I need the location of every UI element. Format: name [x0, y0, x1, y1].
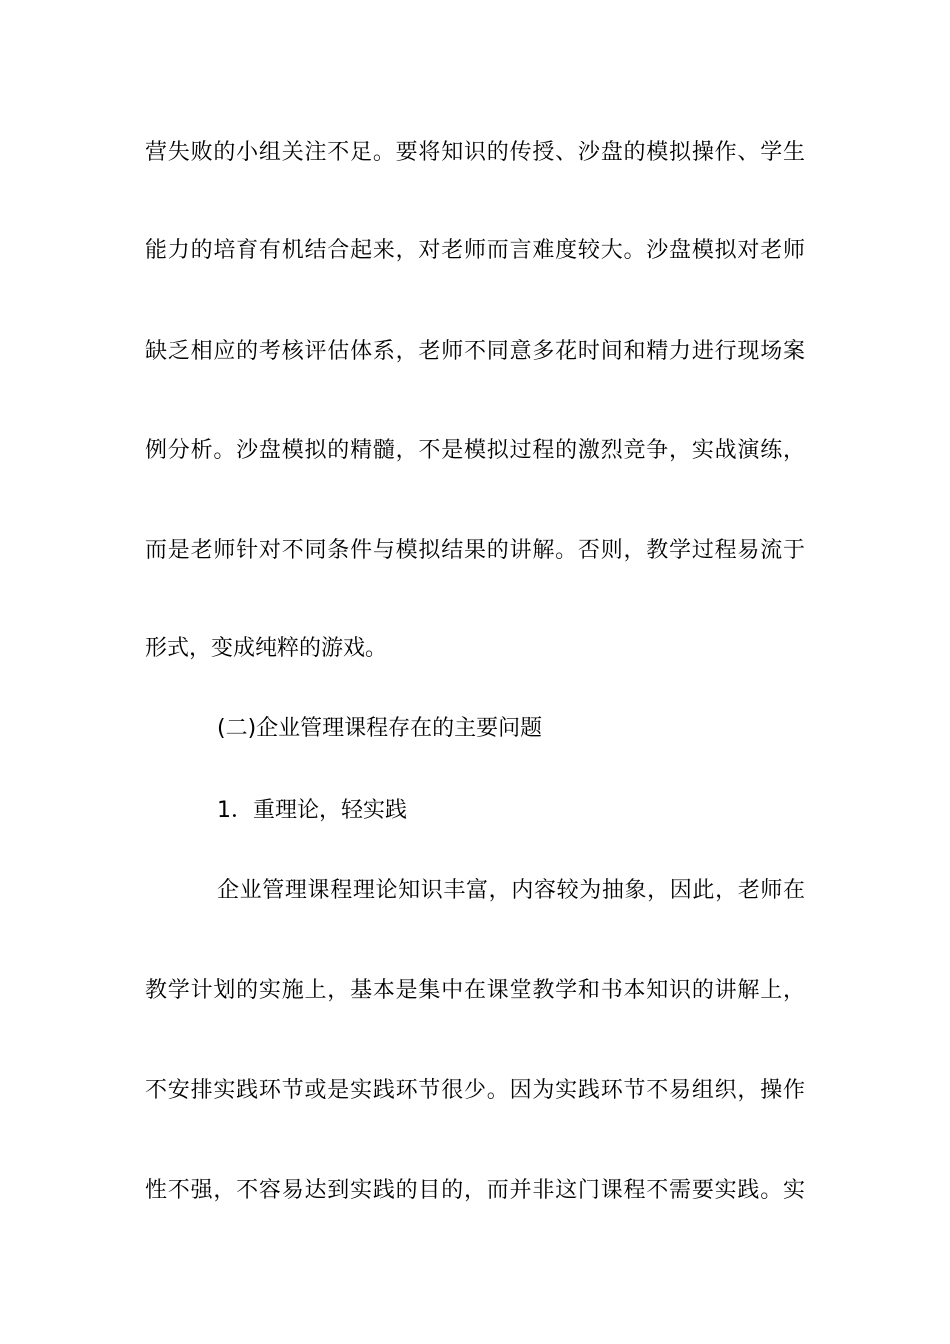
paragraph-line: 不安排实践环节或是实践环节很少。因为实践环节不易组织，操作: [145, 1078, 805, 1103]
paragraph-line: 例分析。沙盘模拟的精髓，不是模拟过程的激烈竞争，实战演练，: [145, 438, 805, 463]
paragraph-first-line: 企业管理课程理论知识丰富，内容较为抽象，因此，老师在: [217, 878, 805, 903]
paragraph-line: 性不强，不容易达到实践的目的，而并非这门课程不需要实践。实: [145, 1178, 805, 1203]
paragraph-line: 缺乏相应的考核评估体系，老师不同意多花时间和精力进行现场案: [145, 339, 805, 364]
subheading: 1．重理论，轻实践: [217, 798, 407, 823]
paragraph-line: 教学计划的实施上，基本是集中在课堂教学和书本知识的讲解上，: [145, 978, 805, 1003]
paragraph-last-line: 形式，变成纯粹的游戏。: [145, 636, 388, 661]
paragraph-line: 能力的培育有机结合起来，对老师而言难度较大。沙盘模拟对老师: [145, 238, 805, 263]
section-heading: (二)企业管理课程存在的主要问题: [217, 716, 543, 741]
paragraph-line: 而是老师针对不同条件与模拟结果的讲解。否则，教学过程易流于: [145, 538, 805, 563]
paragraph-line: 营失败的小组关注不足。要将知识的传授、沙盘的模拟操作、学生: [145, 140, 805, 165]
